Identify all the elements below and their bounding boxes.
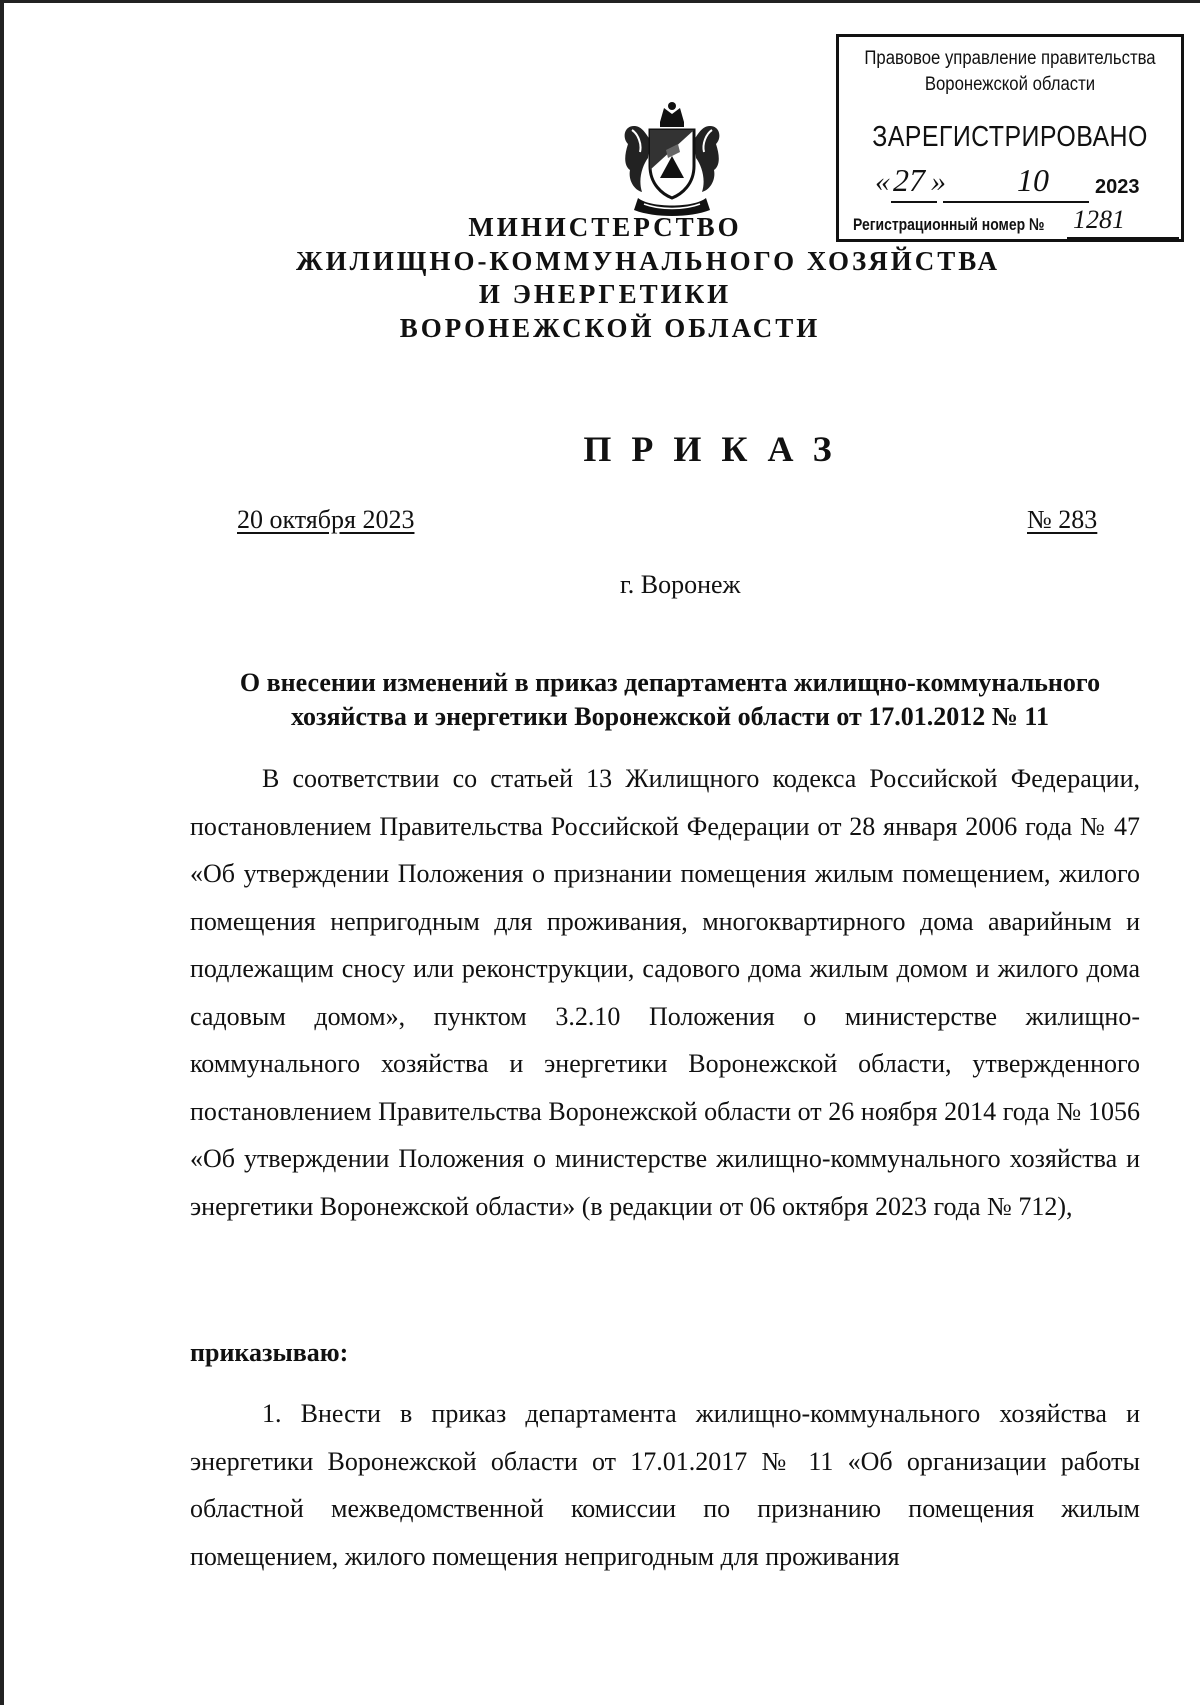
stamp-status: ЗАРЕГИСТРИРОВАНО bbox=[872, 121, 1148, 153]
order-item-1-text: 1. Внести в приказ департамента жилищно-коммунального хозяйства и энергетики Воронежской области от 17.01.2017 № 11 «Об организации работы областной межведомственной комиссии по признанию помещения жилым помещением, жилого помещения непригодным для проживания bbox=[190, 1399, 1140, 1571]
stamp-date bbox=[839, 162, 1181, 205]
order-number: № 283 bbox=[1027, 505, 1098, 534]
scan-border-top bbox=[0, 0, 1200, 3]
ministry-name-line2: ЖИЛИЩНО-КОММУНАЛЬНОГО ХОЗЯЙСТВА bbox=[295, 246, 1001, 276]
stamp-reg-number-value: 1281 bbox=[1073, 205, 1125, 234]
stamp-org-line1: Правовое управление правительства bbox=[864, 48, 1156, 69]
scan-border-left bbox=[0, 0, 4, 1705]
stamp-quote-open: « bbox=[875, 165, 890, 198]
stamp-month-underline bbox=[943, 201, 1089, 203]
stamp-day-underline bbox=[891, 201, 937, 203]
coat-of-arms-icon bbox=[620, 100, 724, 218]
stamp-date-day: 27 bbox=[893, 162, 925, 198]
order-item-1 bbox=[190, 1390, 1140, 1580]
ministry-name-line1: МИНИСТЕРСТВО bbox=[468, 212, 742, 242]
order-city: г. Воронеж bbox=[620, 570, 741, 599]
order-directive: приказываю: bbox=[190, 1338, 349, 1367]
ministry-name-line4: ВОРОНЕЖСКОЙ ОБЛАСТИ bbox=[399, 313, 821, 343]
ministry-name-line3: И ЭНЕРГЕТИКИ bbox=[478, 279, 732, 309]
registration-stamp bbox=[836, 34, 1184, 242]
order-date: 20 октября 2023 bbox=[237, 505, 415, 534]
stamp-date-year: 2023 bbox=[1095, 176, 1140, 198]
stamp-quote-close: » bbox=[931, 165, 946, 198]
stamp-org-line2: Воронежской области bbox=[924, 74, 1096, 95]
order-title: ПРИКАЗ bbox=[583, 429, 852, 469]
preamble-paragraph: В соответствии со статьей 13 Жилищного кодекса Российской Федерации, постановлением Правительства Российской Федерации от 28 января 2006 года № 47 «Об утверждении Положения о признании помещения жилым помещением, жилого помещения непригодным для проживания, многоквартирного дома аварийным и подлежащим сносу или реконструкции, садового дома жилым домом и жилого дома садовым домом», пунктом 3.2.10 Положения о министерстве жилищно-коммунального хозяйства и энергетики Воронежской области, утвержденного постановлением Правительства Воронежской области от 26 ноября 2014 года № 1056 «Об утверждении Положения о министерстве жилищно-коммунального хозяйства и энергетики Воронежской области» (в редакции от 06 октября 2023 года № 712), bbox=[190, 764, 1140, 1221]
stamp-date-month: 10 bbox=[1017, 162, 1049, 198]
stamp-number-underline bbox=[1067, 237, 1179, 239]
preamble bbox=[190, 755, 1140, 1230]
stamp-reg-number-label: Регистрационный номер № bbox=[853, 215, 1045, 234]
order-subject: О внесении изменений в приказ департамента жилищно-коммунального хозяйства и энергетики Воронежской области от 17.01.2012 № 11 bbox=[239, 668, 1101, 731]
